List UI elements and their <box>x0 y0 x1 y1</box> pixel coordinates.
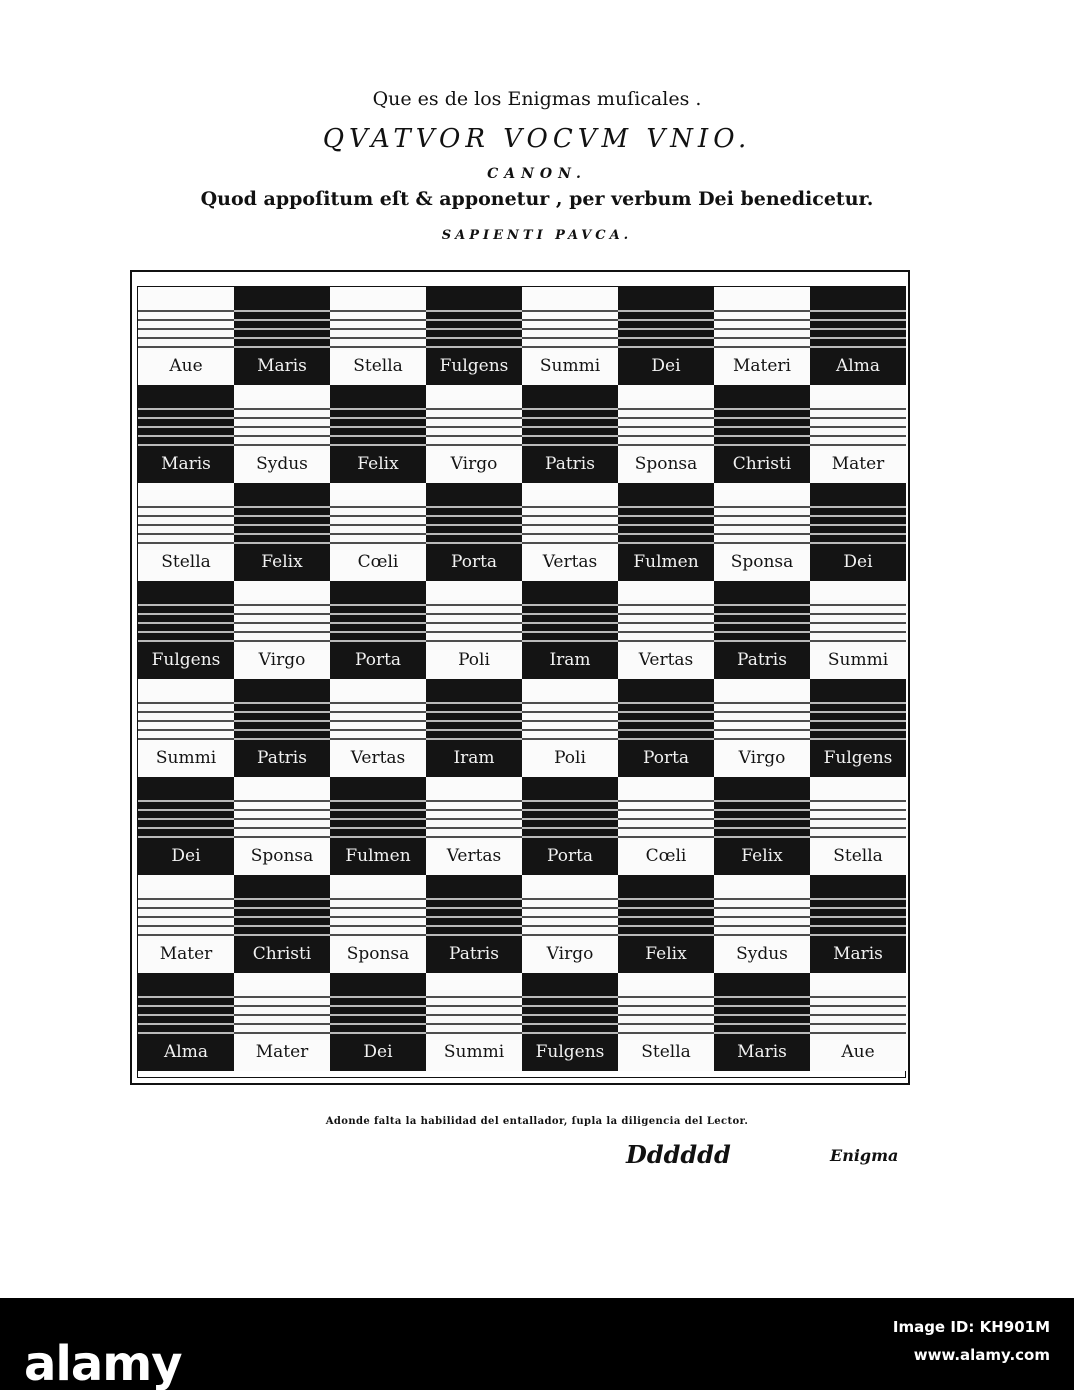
board-cell <box>234 777 330 875</box>
music-staff <box>522 895 618 945</box>
music-staff <box>618 895 714 945</box>
music-staff <box>234 307 330 357</box>
cell-word: Fulgens <box>140 648 232 672</box>
music-staff <box>330 993 426 1043</box>
board-cell <box>330 875 426 973</box>
cell-word: Porta <box>332 648 424 672</box>
music-staff <box>330 699 426 749</box>
board-cell <box>810 973 906 1071</box>
music-staff <box>714 601 810 651</box>
music-staff <box>426 503 522 553</box>
cell-word: Dei <box>140 844 232 868</box>
board-cell <box>522 385 618 483</box>
music-staff <box>522 993 618 1043</box>
cell-word: Mater <box>236 1040 328 1064</box>
board-cell <box>426 973 522 1071</box>
board-cell <box>522 777 618 875</box>
music-staff <box>810 895 906 945</box>
board-cell <box>714 483 810 581</box>
board-cell <box>522 679 618 777</box>
cell-word: Cœli <box>620 844 712 868</box>
board-cell <box>426 875 522 973</box>
cell-word: Maris <box>236 354 328 378</box>
cell-word: Patris <box>524 452 616 476</box>
cell-word: Stella <box>620 1040 712 1064</box>
cell-word: Alma <box>140 1040 232 1064</box>
music-staff <box>714 699 810 749</box>
music-staff <box>714 405 810 455</box>
board-cell <box>618 875 714 973</box>
music-staff <box>234 895 330 945</box>
cell-word: Aue <box>812 1040 904 1064</box>
music-staff <box>330 503 426 553</box>
cell-word: Sponsa <box>236 844 328 868</box>
music-staff <box>330 405 426 455</box>
music-staff <box>138 503 234 553</box>
cell-word: Felix <box>236 550 328 574</box>
music-staff <box>330 797 426 847</box>
board-cell <box>234 581 330 679</box>
music-staff <box>618 307 714 357</box>
board-cell <box>522 287 618 385</box>
header-line-1: Que es de los Enigmas muſicales . <box>372 88 702 110</box>
music-staff <box>330 601 426 651</box>
music-staff <box>810 993 906 1043</box>
cell-word: Fulmen <box>620 550 712 574</box>
board-cell <box>138 777 234 875</box>
board-cell <box>330 777 426 875</box>
cell-word: Felix <box>620 942 712 966</box>
board-cell <box>810 679 906 777</box>
music-staff <box>522 601 618 651</box>
cell-word: Materi <box>716 354 808 378</box>
music-staff <box>234 993 330 1043</box>
header-title: QVATVOR VOCVM VNIO. <box>322 124 752 154</box>
cell-word: Porta <box>620 746 712 770</box>
music-staff <box>618 699 714 749</box>
stock-url-label: www.alamy.com <box>913 1346 1050 1364</box>
cell-word: Virgo <box>428 452 520 476</box>
board-cell <box>330 483 426 581</box>
cell-word: Sydus <box>716 942 808 966</box>
board-cell <box>330 973 426 1071</box>
cell-word: Vertas <box>620 648 712 672</box>
cell-word: Vertas <box>428 844 520 868</box>
board-cell <box>810 287 906 385</box>
board-cell <box>714 581 810 679</box>
engraver-note: Adonde falta la habilidad del entallador, ſupla la diligencia del Lector. <box>325 1116 749 1127</box>
board-cell <box>810 385 906 483</box>
music-staff <box>426 405 522 455</box>
cell-word: Cœli <box>332 550 424 574</box>
cell-word: Porta <box>524 844 616 868</box>
music-staff <box>714 307 810 357</box>
music-staff <box>138 895 234 945</box>
cell-word: Christi <box>716 452 808 476</box>
board-cell <box>810 777 906 875</box>
header-sapienti: SAPIENTI PAVCA. <box>441 228 633 243</box>
cell-word: Maris <box>812 942 904 966</box>
music-staff <box>234 699 330 749</box>
cell-word: Summi <box>428 1040 520 1064</box>
cell-word: Patris <box>716 648 808 672</box>
board-cell <box>234 875 330 973</box>
board-cell <box>138 483 234 581</box>
signature-mark: Dddddd <box>626 1140 731 1169</box>
music-staff <box>138 307 234 357</box>
cell-word: Patris <box>428 942 520 966</box>
cell-word: Fulgens <box>428 354 520 378</box>
board-cell <box>714 777 810 875</box>
board-cell <box>522 581 618 679</box>
checkerboard-frame <box>130 270 910 1085</box>
music-staff <box>522 503 618 553</box>
cell-word: Summi <box>524 354 616 378</box>
music-staff <box>426 699 522 749</box>
cell-word: Fulmen <box>332 844 424 868</box>
cell-word: Christi <box>236 942 328 966</box>
board-cell <box>138 385 234 483</box>
board-cell <box>522 483 618 581</box>
music-staff <box>714 797 810 847</box>
board-cell <box>426 385 522 483</box>
cell-word: Stella <box>332 354 424 378</box>
board-cell <box>138 287 234 385</box>
music-staff <box>618 797 714 847</box>
board-cell <box>234 973 330 1071</box>
board-cell <box>810 875 906 973</box>
cell-word: Maris <box>716 1040 808 1064</box>
board-cell <box>714 973 810 1071</box>
music-staff <box>330 895 426 945</box>
board-cell <box>618 385 714 483</box>
board-cell <box>618 287 714 385</box>
board-cell <box>138 581 234 679</box>
cell-word: Poli <box>524 746 616 770</box>
music-staff <box>810 797 906 847</box>
music-staff <box>618 993 714 1043</box>
music-staff <box>522 797 618 847</box>
cell-word: Stella <box>812 844 904 868</box>
board-cell <box>138 875 234 973</box>
board-cell <box>138 973 234 1071</box>
board-cell <box>138 679 234 777</box>
cell-word: Dei <box>620 354 712 378</box>
cell-word: Porta <box>428 550 520 574</box>
board-cell <box>234 679 330 777</box>
alamy-logo: alamy <box>24 1336 182 1392</box>
cell-word: Maris <box>140 452 232 476</box>
board-cell <box>426 287 522 385</box>
cell-word: Virgo <box>524 942 616 966</box>
board-cell <box>714 875 810 973</box>
image-id-label: Image ID: KH901M <box>892 1318 1050 1336</box>
music-staff <box>810 405 906 455</box>
board-cell <box>426 777 522 875</box>
enigma-label: Enigma <box>830 1146 899 1165</box>
music-staff <box>810 307 906 357</box>
music-staff <box>138 405 234 455</box>
board-cell <box>330 679 426 777</box>
music-staff <box>714 895 810 945</box>
cell-word: Sponsa <box>332 942 424 966</box>
music-staff <box>330 307 426 357</box>
checkerboard-grid <box>137 286 906 1078</box>
cell-word: Summi <box>140 746 232 770</box>
music-staff <box>810 699 906 749</box>
cell-word: Fulgens <box>812 746 904 770</box>
cell-word: Sponsa <box>716 550 808 574</box>
music-staff <box>426 895 522 945</box>
cell-word: Stella <box>140 550 232 574</box>
board-cell <box>234 287 330 385</box>
cell-word: Virgo <box>716 746 808 770</box>
cell-word: Vertas <box>332 746 424 770</box>
cell-word: Mater <box>140 942 232 966</box>
music-staff <box>138 699 234 749</box>
cell-word: Iram <box>428 746 520 770</box>
cell-word: Summi <box>812 648 904 672</box>
music-staff <box>810 601 906 651</box>
board-cell <box>426 581 522 679</box>
music-staff <box>618 503 714 553</box>
cell-word: Iram <box>524 648 616 672</box>
cell-word: Dei <box>812 550 904 574</box>
cell-word: Fulgens <box>524 1040 616 1064</box>
board-cell <box>810 581 906 679</box>
board-cell <box>618 777 714 875</box>
music-staff <box>426 307 522 357</box>
cell-word: Virgo <box>236 648 328 672</box>
cell-word: Vertas <box>524 550 616 574</box>
board-cell <box>522 875 618 973</box>
board-cell <box>618 973 714 1071</box>
board-cell <box>714 679 810 777</box>
cell-word: Alma <box>812 354 904 378</box>
music-staff <box>426 797 522 847</box>
cell-word: Felix <box>716 844 808 868</box>
board-cell <box>618 581 714 679</box>
header-motto: Quod appoſitum eſt & apponetur , per verbum Dei benedicetur. <box>200 188 874 210</box>
board-cell <box>810 483 906 581</box>
cell-word: Felix <box>332 452 424 476</box>
board-cell <box>618 483 714 581</box>
board-cell <box>330 581 426 679</box>
header-canon: CANON. <box>487 166 587 182</box>
music-staff <box>138 797 234 847</box>
music-staff <box>522 307 618 357</box>
cell-word: Sponsa <box>620 452 712 476</box>
cell-word: Poli <box>428 648 520 672</box>
board-cell <box>618 679 714 777</box>
board-cell <box>330 287 426 385</box>
music-staff <box>234 797 330 847</box>
cell-word: Dei <box>332 1040 424 1064</box>
music-staff <box>618 405 714 455</box>
board-cell <box>714 385 810 483</box>
cell-word: Patris <box>236 746 328 770</box>
music-staff <box>426 601 522 651</box>
board-cell <box>234 385 330 483</box>
music-staff <box>138 601 234 651</box>
music-staff <box>714 993 810 1043</box>
cell-word: Aue <box>140 354 232 378</box>
music-staff <box>138 993 234 1043</box>
music-staff <box>810 503 906 553</box>
music-staff <box>714 503 810 553</box>
music-staff <box>234 601 330 651</box>
board-cell <box>330 385 426 483</box>
cell-word: Sydus <box>236 452 328 476</box>
music-staff <box>522 699 618 749</box>
board-cell <box>426 483 522 581</box>
board-cell <box>426 679 522 777</box>
music-staff <box>426 993 522 1043</box>
music-staff <box>234 405 330 455</box>
board-cell <box>522 973 618 1071</box>
board-cell <box>714 287 810 385</box>
cell-word: Mater <box>812 452 904 476</box>
music-staff <box>618 601 714 651</box>
board-cell <box>234 483 330 581</box>
music-staff <box>234 503 330 553</box>
music-staff <box>522 405 618 455</box>
